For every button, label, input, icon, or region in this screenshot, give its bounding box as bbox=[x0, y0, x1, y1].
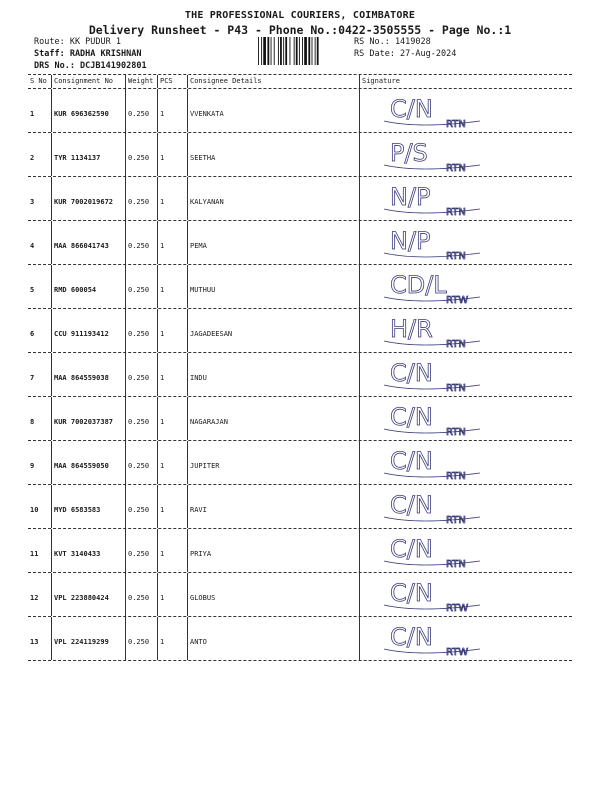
drs-number: DRS No.: DCJB141902801 bbox=[34, 61, 147, 71]
signature-mark: C/N bbox=[390, 403, 433, 431]
signature-cell bbox=[359, 529, 572, 572]
handwritten-signature bbox=[380, 91, 500, 131]
consignment-cell: MAA 866041743 bbox=[51, 221, 125, 264]
barcode bbox=[258, 37, 343, 65]
handwritten-signature bbox=[380, 135, 500, 175]
pcs-cell: 1 bbox=[157, 485, 187, 528]
pcs-cell: 1 bbox=[157, 617, 187, 660]
table-row bbox=[28, 485, 572, 529]
route-text: Route: KK PUDUR 1 bbox=[34, 37, 121, 47]
signature-sub-mark: RTN bbox=[446, 471, 466, 482]
signature-mark: C/N bbox=[390, 579, 433, 607]
consignment-cell: KUR 7002019672 bbox=[51, 177, 125, 220]
consignment-cell: CCU 911193412 bbox=[51, 309, 125, 352]
weight-cell: 0.250 bbox=[125, 177, 157, 220]
pcs-cell: 1 bbox=[157, 573, 187, 616]
signature-sub-mark: RTW bbox=[446, 647, 469, 658]
table-row bbox=[28, 353, 572, 397]
signature-cell bbox=[359, 133, 572, 176]
consignment-cell: VPL 223880424 bbox=[51, 573, 125, 616]
handwritten-signature bbox=[380, 311, 500, 351]
weight-cell: 0.250 bbox=[125, 353, 157, 396]
staff-text: Staff: RADHA KRISHNAN bbox=[34, 49, 142, 59]
pcs-cell: 1 bbox=[157, 309, 187, 352]
sno-cell: 11 bbox=[30, 550, 39, 558]
sno-cell: 3 bbox=[30, 198, 35, 206]
weight-cell: 0.250 bbox=[125, 265, 157, 308]
signature-sub-mark: RTN bbox=[446, 383, 466, 394]
sno-cell: 9 bbox=[30, 462, 35, 470]
consignee-cell: JUPITER bbox=[187, 441, 359, 484]
col-weight: Weight bbox=[125, 75, 157, 88]
signature-sub-mark: RTN bbox=[446, 515, 466, 526]
consignment-cell: MAA 864559050 bbox=[51, 441, 125, 484]
signature-mark: P/S bbox=[390, 139, 428, 167]
consignment-cell: TYR 1134137 bbox=[51, 133, 125, 176]
rs-block bbox=[354, 36, 456, 60]
consignee-cell: JAGADEESAN bbox=[187, 309, 359, 352]
signature-sub-mark: RTN bbox=[446, 339, 466, 350]
signature-mark: C/N bbox=[390, 359, 433, 387]
table-row bbox=[28, 573, 572, 617]
handwritten-signature bbox=[380, 267, 500, 307]
table-row bbox=[28, 133, 572, 177]
weight-cell: 0.250 bbox=[125, 309, 157, 352]
signature-cell bbox=[359, 441, 572, 484]
col-consignment: Consignment No bbox=[51, 75, 125, 88]
sno-cell: 5 bbox=[30, 286, 35, 294]
signature-cell bbox=[359, 485, 572, 528]
consignee-cell: INDU bbox=[187, 353, 359, 396]
table-row bbox=[28, 221, 572, 265]
pcs-cell: 1 bbox=[157, 177, 187, 220]
weight-cell: 0.250 bbox=[125, 221, 157, 264]
sno-cell: 12 bbox=[30, 594, 39, 602]
signature-cell bbox=[359, 397, 572, 440]
rs-number: RS No.: 1419028 bbox=[354, 37, 431, 47]
consignee-cell: PRIYA bbox=[187, 529, 359, 572]
col-signature: Signature bbox=[359, 75, 572, 88]
handwritten-signature bbox=[380, 399, 500, 439]
sno-cell: 2 bbox=[30, 154, 35, 162]
col-sno: S No bbox=[30, 77, 47, 85]
signature-mark: H/R bbox=[390, 315, 433, 343]
signature-sub-mark: RTN bbox=[446, 251, 466, 262]
signature-cell bbox=[359, 309, 572, 352]
consignment-cell: KUR 696362590 bbox=[51, 89, 125, 132]
table-row bbox=[28, 397, 572, 441]
signature-sub-mark: RTW bbox=[446, 295, 469, 306]
route-staff-block bbox=[34, 36, 147, 72]
signature-mark: C/N bbox=[390, 491, 433, 519]
signature-sub-mark: RTN bbox=[446, 559, 466, 570]
runsheet-title: Delivery Runsheet - P43 - Phone No.:0422-3505555 - Page No.:1 bbox=[88, 23, 512, 37]
consignment-cell: KUR 7002037387 bbox=[51, 397, 125, 440]
table-body bbox=[28, 89, 572, 661]
signature-mark: C/N bbox=[390, 95, 433, 123]
signature-sub-mark: RTW bbox=[446, 603, 469, 614]
signature-cell bbox=[359, 573, 572, 616]
handwritten-signature bbox=[380, 355, 500, 395]
weight-cell: 0.250 bbox=[125, 89, 157, 132]
pcs-cell: 1 bbox=[157, 221, 187, 264]
sno-cell: 1 bbox=[30, 110, 35, 118]
consignee-cell: SEETHA bbox=[187, 133, 359, 176]
handwritten-signature bbox=[380, 575, 500, 615]
table-row bbox=[28, 177, 572, 221]
pcs-cell: 1 bbox=[157, 133, 187, 176]
pcs-cell: 1 bbox=[157, 265, 187, 308]
consignment-cell: MYD 6583583 bbox=[51, 485, 125, 528]
consignment-cell: VPL 224119299 bbox=[51, 617, 125, 660]
signature-cell bbox=[359, 353, 572, 396]
sno-cell: 6 bbox=[30, 330, 35, 338]
consignee-cell: ANTO bbox=[187, 617, 359, 660]
signature-mark: C/N bbox=[390, 447, 433, 475]
handwritten-signature bbox=[380, 531, 500, 571]
consignee-cell: PEMA bbox=[187, 221, 359, 264]
table-row bbox=[28, 529, 572, 573]
weight-cell: 0.250 bbox=[125, 573, 157, 616]
handwritten-signature bbox=[380, 223, 500, 263]
weight-cell: 0.250 bbox=[125, 441, 157, 484]
signature-cell bbox=[359, 221, 572, 264]
sno-cell: 10 bbox=[30, 506, 39, 514]
signature-cell bbox=[359, 177, 572, 220]
consignee-cell: RAVI bbox=[187, 485, 359, 528]
signature-mark: N/P bbox=[390, 183, 431, 211]
signature-sub-mark: RTN bbox=[446, 163, 466, 174]
sno-cell: 4 bbox=[30, 242, 35, 250]
table-header bbox=[28, 74, 572, 89]
signature-cell bbox=[359, 89, 572, 132]
col-pcs: PCS bbox=[157, 75, 187, 88]
table-row bbox=[28, 441, 572, 485]
runsheet-table bbox=[28, 74, 572, 661]
signature-sub-mark: RTN bbox=[446, 119, 466, 130]
handwritten-signature bbox=[380, 443, 500, 483]
col-consignee: Consignee Details bbox=[187, 75, 359, 88]
handwritten-signature bbox=[380, 179, 500, 219]
sno-cell: 8 bbox=[30, 418, 35, 426]
consignee-cell: KALYANAN bbox=[187, 177, 359, 220]
pcs-cell: 1 bbox=[157, 529, 187, 572]
consignee-cell: VVENKATA bbox=[187, 89, 359, 132]
handwritten-signature bbox=[380, 619, 500, 659]
table-row bbox=[28, 89, 572, 133]
signature-mark: C/N bbox=[390, 535, 433, 563]
consignee-cell: MUTHUU bbox=[187, 265, 359, 308]
company-name: THE PROFESSIONAL COURIERS, COIMBATORE bbox=[184, 10, 416, 21]
signature-mark: C/N bbox=[390, 623, 433, 651]
signature-sub-mark: RTN bbox=[446, 427, 466, 438]
handwritten-signature bbox=[380, 487, 500, 527]
signature-cell bbox=[359, 265, 572, 308]
consignee-cell: GLOBUS bbox=[187, 573, 359, 616]
pcs-cell: 1 bbox=[157, 353, 187, 396]
rs-date: RS Date: 27-Aug-2024 bbox=[354, 49, 457, 59]
signature-cell bbox=[359, 617, 572, 660]
table-row bbox=[28, 265, 572, 309]
weight-cell: 0.250 bbox=[125, 133, 157, 176]
consignment-cell: MAA 864559038 bbox=[51, 353, 125, 396]
sno-cell: 13 bbox=[30, 638, 39, 646]
pcs-cell: 1 bbox=[157, 89, 187, 132]
table-row bbox=[28, 309, 572, 353]
sno-cell: 7 bbox=[30, 374, 35, 382]
pcs-cell: 1 bbox=[157, 441, 187, 484]
weight-cell: 0.250 bbox=[125, 397, 157, 440]
consignee-cell: NAGARAJAN bbox=[187, 397, 359, 440]
signature-sub-mark: RTN bbox=[446, 207, 466, 218]
weight-cell: 0.250 bbox=[125, 529, 157, 572]
pcs-cell: 1 bbox=[157, 397, 187, 440]
consignment-cell: RMD 600054 bbox=[51, 265, 125, 308]
consignment-cell: KVT 3140433 bbox=[51, 529, 125, 572]
signature-mark: CD/L bbox=[390, 271, 447, 299]
weight-cell: 0.250 bbox=[125, 485, 157, 528]
signature-mark: N/P bbox=[390, 227, 431, 255]
table-row bbox=[28, 617, 572, 661]
weight-cell: 0.250 bbox=[125, 617, 157, 660]
